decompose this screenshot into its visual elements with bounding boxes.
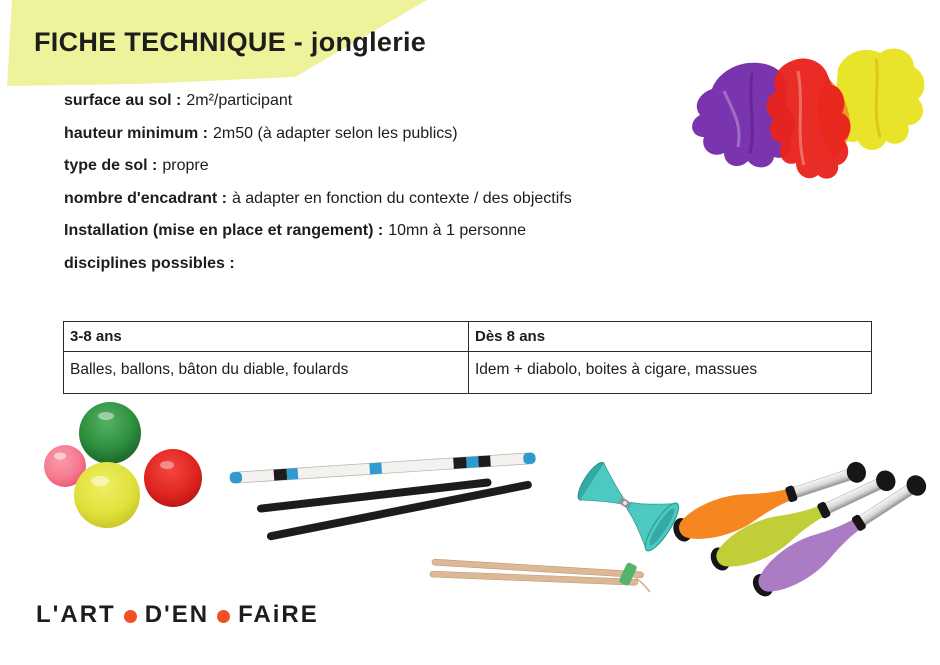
- spec-label: type de sol :: [64, 157, 158, 175]
- disciplines-table: [63, 321, 872, 394]
- table-cell-des-8-ans: Idem + diabolo, boites à cigare, massues: [469, 352, 872, 394]
- stick-band-blue: [523, 452, 536, 464]
- stick-band-black: [274, 469, 288, 481]
- spec-line-installation: [64, 222, 572, 255]
- spec-line-encadrant: [64, 190, 572, 223]
- diabolo-left-cup: [579, 463, 632, 519]
- club-handle: [790, 469, 852, 499]
- devil-stick: [230, 452, 536, 483]
- table-header-des-8-ans: Dès 8 ans: [469, 322, 872, 352]
- ball-highlight: [98, 412, 114, 420]
- diabolo-handsticks-photo: [400, 550, 670, 605]
- stick-band-blue: [466, 456, 479, 468]
- ball-highlight: [54, 453, 66, 460]
- logo-word: D'EN: [144, 601, 210, 628]
- ball-red: [144, 449, 202, 507]
- logo-dot-icon: [124, 610, 137, 623]
- brand-logo: [36, 601, 319, 629]
- table-header-row: [64, 322, 872, 352]
- stick-band-black: [478, 455, 491, 467]
- scarves-photo: [680, 25, 930, 185]
- scarf-fold: [750, 73, 752, 153]
- logo-word: L'ART: [36, 601, 116, 628]
- ball-highlight: [160, 461, 174, 469]
- table-cell-3-8-ans: Balles, ballons, bâton du diable, foulards: [64, 352, 469, 394]
- spec-value: 10mn à 1 personne: [388, 222, 527, 240]
- spec-line-surface: [64, 92, 572, 125]
- spec-line-type-de-sol: [64, 157, 572, 190]
- table-row: [64, 352, 872, 394]
- spec-label: disciplines possibles :: [64, 254, 235, 272]
- spec-value: 2m²/participant: [186, 92, 293, 109]
- ball-highlight: [91, 476, 109, 486]
- spec-value: à adapter en fonction du contexte / des objectifs: [231, 189, 572, 207]
- balls-photo: [28, 398, 228, 548]
- stick-band-black: [453, 457, 467, 469]
- logo-dot-icon: [217, 610, 230, 623]
- spec-label: nombre d'encadrant :: [64, 189, 227, 207]
- stick-band-blue: [230, 472, 243, 484]
- spec-label: surface au sol :: [64, 92, 182, 109]
- clubs-photo: [655, 445, 940, 640]
- spec-label: Installation (mise en place et rangement) :: [64, 222, 384, 240]
- table-header-3-8-ans: 3-8 ans: [64, 322, 469, 352]
- devil-stick-photo: [220, 450, 550, 550]
- stick-band-blue: [287, 468, 299, 480]
- diabolo-string: [636, 578, 650, 592]
- spec-value: 2m50 (à adapter selon les publics): [213, 124, 458, 142]
- page-title: FICHE TECHNIQUE - jonglerie: [34, 27, 427, 57]
- ball-yellow: [74, 462, 140, 528]
- spec-list: [64, 92, 572, 288]
- logo-word: FAiRE: [238, 601, 319, 628]
- ball-green: [79, 402, 141, 464]
- spec-line-hauteur: [64, 125, 572, 158]
- spec-label: hauteur minimum :: [64, 124, 209, 142]
- spec-line-disciplines: [64, 255, 572, 288]
- stick-band-blue: [369, 463, 382, 475]
- spec-value: propre: [162, 157, 209, 175]
- club-knob: [844, 459, 869, 485]
